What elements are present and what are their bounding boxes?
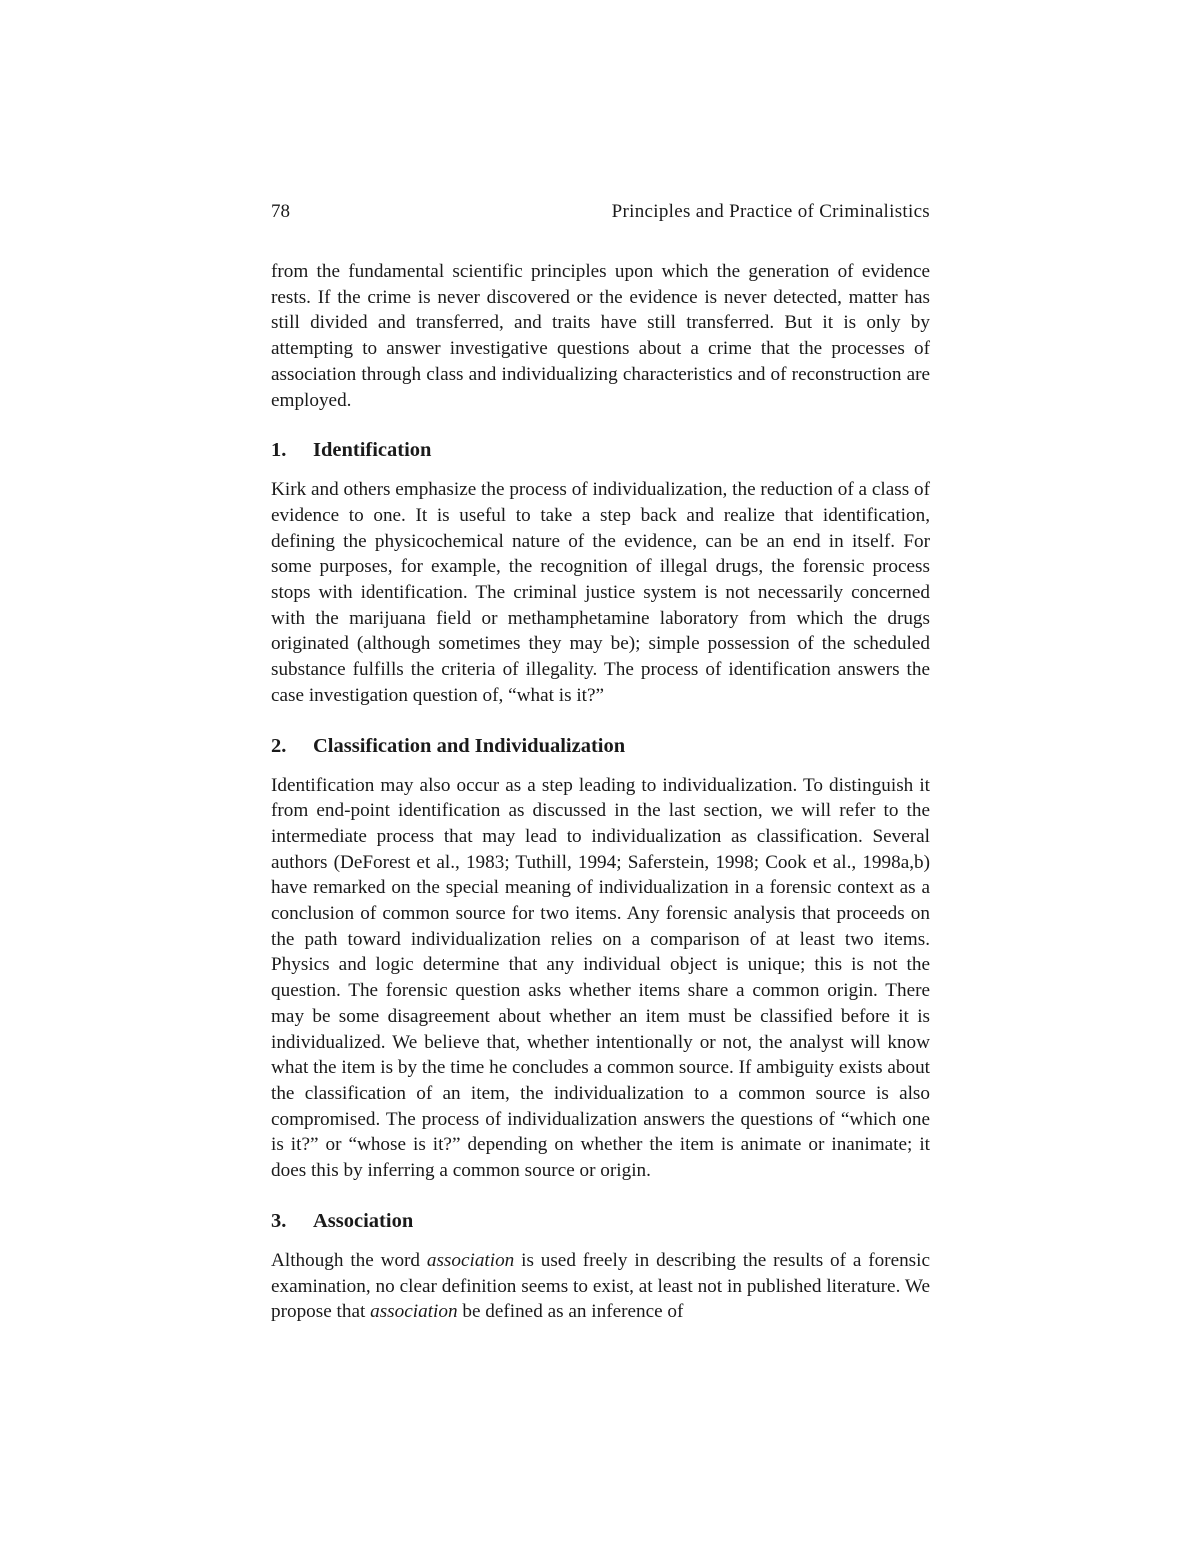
text-run: Although the word xyxy=(271,1249,427,1271)
section-heading-association xyxy=(271,1208,930,1234)
section-title: Association xyxy=(313,1209,414,1232)
text-run: is used freely in describing the results of a forensic examination, no clear definition seems to exist, at least not in published literature. We propose that xyxy=(271,1249,930,1323)
identification-paragraph: Kirk and others emphasize the process of individualization, the reduction of a class of evidence to one. It is useful to take a step back and realize that identification, defining the physicochemical nature of the evidence, can be an end in itself. For some purposes, for example, the recognition of illegal drugs, the forensic process stops with identification. The criminal justice system is not necessarily concerned with the marijuana field or methamphetamine laboratory from which the drugs originated (although sometimes they may be); simple possession of the scheduled substance fulfills the criteria of illegality. The process of identification answers the case investigation question of, “what is it?” xyxy=(271,479,930,706)
document-page xyxy=(271,198,930,1325)
running-head xyxy=(271,198,930,226)
section-heading-identification xyxy=(271,437,930,463)
page-number: 78 xyxy=(271,201,290,222)
section-heading-classification xyxy=(271,733,930,759)
italic-term: association xyxy=(426,1249,515,1271)
italic-term: association xyxy=(370,1301,458,1323)
section-number: 2. xyxy=(271,734,287,757)
section-title: Classification and Individualization xyxy=(313,734,626,757)
intro-paragraph: from the fundamental scientific principles upon which the generation of evidence rests. If the crime is never discovered or the evidence is never detected, matter has still divided and transferred, and traits have still transferred. But it is only by attempting to answer investigative questions about a crime that the processes of association through class and individualizing characteristics and of reconstruction are employed. xyxy=(271,261,930,411)
section-title: Identification xyxy=(313,439,432,462)
section-number: 3. xyxy=(271,1209,287,1232)
running-title: Principles and Practice of Criminalistics xyxy=(611,201,930,222)
section-number: 1. xyxy=(271,439,287,462)
classification-paragraph: Identification may also occur as a step leading to individualization. To distinguish it from end-point identification as discussed in the last section, we will refer to the intermediate process that may lead to individualization as classification. Several authors (DeForest et al., 1983; Tuthill, 1994; Saferstein, 1998; Cook et al., 1998a,b) have remarked on the special meaning of individualization in a forensic context as a conclusion of common source for two items. Any forensic analysis that proceeds on the path toward individualization relies on a comparison of at least two items. Physics and logic determine that any individual object is unique; this is not the question. The forensic question asks whether items share a common origin. There may be some disagreement about whether an item must be classified before it is individualized. We believe that, whether intentionally or not, the analyst will know what the item is by the time he concludes a common source. If ambiguity exists about the classification of an item, the individualization to a common source is also compromised. The process of individualization answers the questions of “which one is it?” or “whose is it?” depending on whether the item is animate or inanimate; it does this by inferring a common source or origin. xyxy=(271,774,930,1182)
association-paragraph xyxy=(271,1248,930,1325)
text-run: be defined as an inference of xyxy=(457,1301,684,1323)
